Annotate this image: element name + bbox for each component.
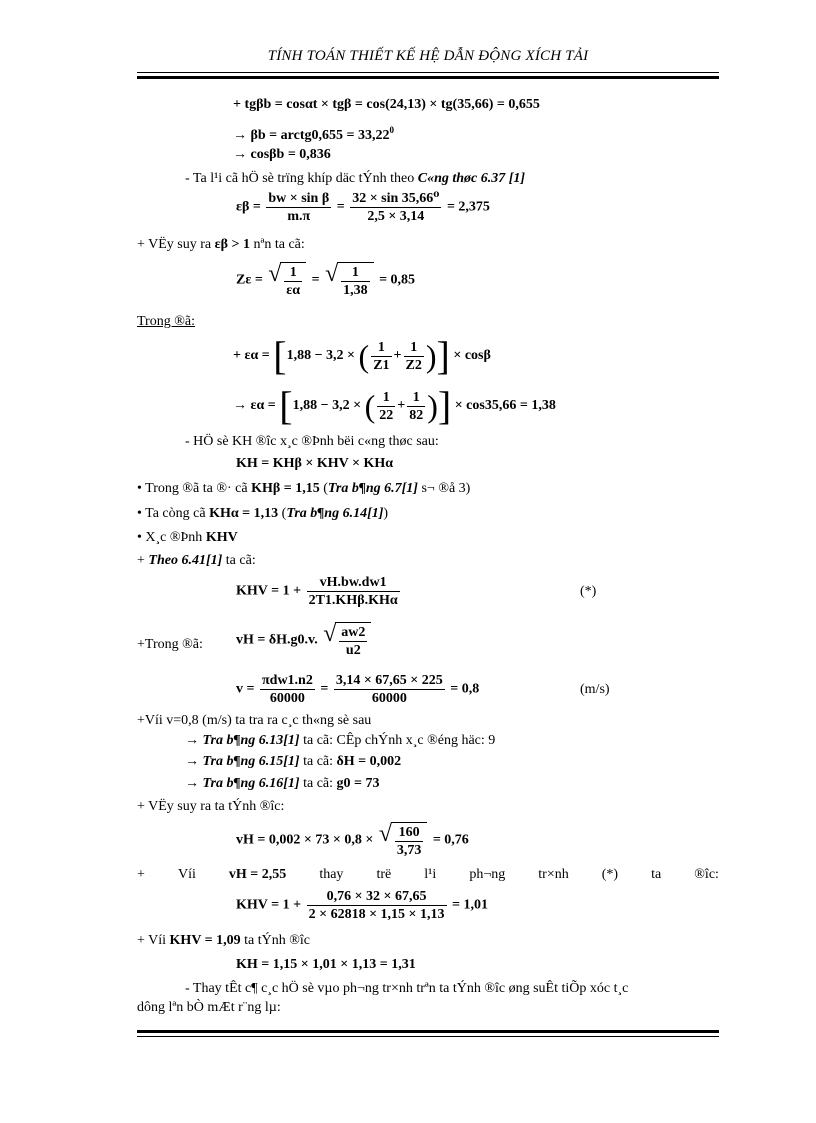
khv-num: vH.bw.dw1 bbox=[307, 574, 400, 592]
vh-num: aw2 bbox=[341, 625, 366, 640]
bullet-khbeta-tail: s¬ ®å 3) bbox=[417, 481, 471, 496]
arrow-1: → bbox=[185, 733, 199, 748]
v-den-2: 60000 bbox=[371, 691, 407, 706]
eps-alpha-1-num-a: 1 bbox=[371, 339, 391, 357]
bullet-khbeta-paren: ( bbox=[319, 481, 328, 496]
v-num-1: πdw1.n2 bbox=[261, 673, 313, 688]
khv-lhs: KHV = 1 + bbox=[236, 583, 302, 599]
eps-beta-num-1: bw × sin β bbox=[268, 191, 330, 206]
formula-kh-numeric: KH = 1,15 × 1,01 × 1,13 = 1,31 bbox=[236, 957, 416, 972]
theo-tail: ta cã: bbox=[222, 553, 256, 568]
eps-alpha-2-tail: × cos35,66 = 1,38 bbox=[454, 398, 556, 414]
with-khv-value: KHV = 1,09 bbox=[169, 933, 241, 948]
formula-beta-b-text: → βb = arctg0,655 = 33,22 bbox=[233, 128, 390, 143]
page-header-title: TÍNH TOÁN THIẾT KẾ HỆ DẪN ĐỘNG XÍCH TẢI bbox=[267, 48, 589, 64]
text-overlap-ratio bbox=[185, 170, 525, 188]
eps-beta-den-2: 2,5 × 3,14 bbox=[367, 209, 425, 224]
bullet-khbeta-value: KHβ = 1,15 bbox=[251, 481, 320, 496]
word: (*) bbox=[601, 867, 619, 882]
formula-kh: KH = KHβ × KHV × KHα bbox=[236, 456, 394, 471]
word: trë bbox=[376, 867, 392, 882]
arrow-3: → bbox=[185, 776, 199, 791]
vh-den: u2 bbox=[345, 643, 361, 658]
formula-eps-beta bbox=[236, 190, 490, 225]
degree-sup: 0 bbox=[389, 125, 394, 135]
word: tr×nh bbox=[538, 867, 569, 882]
header-rule-thick bbox=[137, 76, 719, 79]
khv2-result: = 1,01 bbox=[452, 897, 489, 913]
equation-label-star: (*) bbox=[580, 584, 597, 599]
vh2-result: = 0,76 bbox=[432, 832, 469, 848]
z-eps-num-1: 1 bbox=[284, 264, 302, 282]
eps-alpha-2-inner: 1,88 − 3,2 × bbox=[292, 398, 362, 414]
ref-table-6-15: Tra b¶ng 6.15[1] bbox=[202, 754, 300, 769]
eps-alpha-2-num-a: 1 bbox=[377, 389, 395, 407]
plus-sign: + bbox=[393, 348, 402, 364]
z-eps-sqrt-2: √ $\frac{1}{1,38}$ bbox=[325, 262, 374, 299]
eps-beta-result: = 2,375 bbox=[446, 199, 490, 215]
z-eps-den-2: 1,38 bbox=[343, 283, 368, 298]
formula-cos-beta-b: → cosβb = 0,836 bbox=[233, 147, 331, 162]
text-theo-641 bbox=[137, 552, 256, 570]
bullet-khv bbox=[137, 529, 238, 547]
formula-vh-numeric: vH = 0,002 × 73 × 0,8 × √ $\frac{160}{3,73}$ = 0,76 bbox=[236, 821, 469, 858]
bullet-khalpha bbox=[137, 505, 388, 523]
text-therefore-2: + VËy suy ra ta tÝnh ®îc: bbox=[137, 799, 285, 814]
khv2-lhs: KHV = 1 + bbox=[236, 897, 302, 913]
ref-table-6-16: Tra b¶ng 6.16[1] bbox=[202, 776, 300, 791]
vh2-den: 3,73 bbox=[396, 843, 422, 858]
ref-table-6-14: Tra b¶ng 6.14[1] bbox=[286, 506, 384, 521]
lookup-6-13 bbox=[185, 732, 495, 750]
eps-alpha-1-lhs: + εα = bbox=[233, 348, 270, 364]
z-eps-den-1: εα bbox=[286, 283, 301, 298]
text-last-line-2: dông lªn bÒ mÆt r¨ng lµ: bbox=[137, 1000, 281, 1015]
ref-table-6-13: Tra b¶ng 6.13[1] bbox=[202, 733, 300, 748]
footer-rule-thin bbox=[137, 1036, 719, 1037]
word: Víi bbox=[177, 867, 196, 882]
word: ®îc: bbox=[694, 867, 719, 882]
delta-h-value: δH = 0,002 bbox=[336, 754, 402, 769]
formula-v: v = $\frac{\text{πdw1.n2}}{60000}$ = $\frac{3,14 \times 67,65 \times 225}{60000}$ = 0,8 bbox=[236, 673, 480, 706]
formula-khv-numeric bbox=[236, 888, 488, 923]
text-therefore-1-a: + VËy suy ra bbox=[137, 237, 215, 252]
eps-alpha-1-den-b: Z2 bbox=[405, 357, 422, 373]
lookup-6-13-tail: ta cã: CÊp chÝnh x¸c ®éng häc: 9 bbox=[299, 733, 496, 748]
text-trong-do: Trong ®ã: bbox=[137, 314, 195, 329]
formula-tg-beta-b: + tgβb = cosαt × tgβ = cos(24,13) × tg(35,66) = 0,655 bbox=[233, 97, 540, 112]
equals-sign: = bbox=[336, 199, 345, 215]
bullet-khalpha-value: KHα = 1,13 bbox=[209, 506, 279, 521]
z-eps-result: = 0,85 bbox=[379, 272, 416, 288]
with-khv-a: + Víi bbox=[137, 933, 170, 948]
eps-alpha-1-num-b: 1 bbox=[404, 339, 424, 357]
word: + bbox=[137, 867, 145, 882]
bullet-khalpha-a: • Ta còng cã bbox=[137, 506, 210, 521]
vh-value: vH = 2,55 bbox=[228, 867, 287, 882]
unit-ms: (m/s) bbox=[580, 682, 610, 697]
bullet-khv-b: KHV bbox=[205, 530, 238, 545]
v-num-2: 3,14 × 67,65 × 225 bbox=[335, 673, 443, 688]
z-eps-lhs: Zε = bbox=[236, 272, 263, 288]
text-with-khv bbox=[137, 932, 310, 950]
word: thay bbox=[319, 867, 344, 882]
z-eps-num-2: 1 bbox=[341, 264, 370, 282]
text-trong-do-2: +Trong ®ã: bbox=[137, 637, 203, 652]
text-overlap-ratio-label: - Ta l¹i cã hÖ sè trïng khíp däc tÝnh theo bbox=[185, 171, 418, 186]
v-result: = 0,8 bbox=[450, 681, 480, 697]
text-with-v: +Víi v=0,8 (m/s) ta tra ra c¸c th«ng sè sau bbox=[137, 713, 372, 728]
ref-formula-6-37: C«ng thøc 6.37 [1] bbox=[417, 171, 526, 186]
khv2-den: 2 × 62818 × 1,15 × 1,13 bbox=[308, 907, 445, 922]
ref-table-6-7: Tra b¶ng 6.7[1] bbox=[327, 481, 418, 496]
v-den-1: 60000 bbox=[269, 691, 305, 706]
ref-6-41: Theo 6.41[1] bbox=[148, 553, 223, 568]
text-therefore-1-c: nªn ta cã: bbox=[249, 237, 305, 252]
text-therefore-1 bbox=[137, 236, 305, 254]
eps-alpha-1-inner: 1,88 − 3,2 × bbox=[286, 348, 356, 364]
vh2-num: 160 bbox=[395, 824, 424, 842]
formula-eps-alpha-2: → εα = [1,88 − 3,2 × ( $\frac{1}{22}$ + $\frac{1}{82}$ )] × cos35,66 = 1,38 bbox=[233, 383, 556, 428]
vh-lhs: vH = δH.g0.v. bbox=[236, 632, 318, 648]
bullet-khalpha-paren: ( bbox=[278, 506, 287, 521]
word: l¹i bbox=[424, 867, 437, 882]
header-rule-thin bbox=[137, 72, 719, 73]
khv-den: 2T1.KHβ.KHα bbox=[308, 593, 398, 608]
lookup-6-15 bbox=[185, 753, 401, 771]
text-therefore-1-b: εβ > 1 bbox=[214, 237, 250, 252]
eps-beta-num-2: 32 × sin 35,66⁰ bbox=[352, 191, 440, 206]
formula-beta-b bbox=[233, 121, 394, 145]
eps-beta-lhs: εβ = bbox=[236, 199, 261, 215]
with-khv-tail: ta tÝnh ®îc bbox=[240, 933, 311, 948]
lookup-6-16 bbox=[185, 775, 380, 793]
z-eps-sqrt-1: √ $\frac{1}{\varepsilon\alpha}$ bbox=[268, 262, 306, 299]
theo-prefix: + bbox=[137, 553, 149, 568]
word: ph¬ng bbox=[469, 867, 506, 882]
g0-value: g0 = 73 bbox=[336, 776, 380, 791]
bullet-khv-a: • X¸c ®Þnh bbox=[137, 530, 206, 545]
text-kh-definition: - HÖ sè KH ®îc x¸c ®Þnh bëi c«ng thøc sau: bbox=[185, 434, 439, 449]
bullet-khbeta bbox=[137, 480, 470, 498]
eps-beta-frac-2 bbox=[350, 190, 441, 225]
arrow-2: → bbox=[185, 754, 199, 769]
text-justified-substitute bbox=[137, 866, 719, 884]
footer-rule-thick bbox=[137, 1030, 719, 1033]
formula-vh: vH = δH.g0.v. √ $\frac{aw2}{u2}$ bbox=[236, 622, 373, 659]
khv2-num: 0,76 × 32 × 67,65 bbox=[307, 888, 447, 906]
formula-z-eps: Zε = √ $\frac{1}{\varepsilon\alpha}$ = √ $\frac{1}{1,38}$ = 0,85 bbox=[236, 261, 416, 298]
eps-alpha-2-den-a: 22 bbox=[379, 407, 394, 423]
plus-sign-2: + bbox=[397, 398, 406, 414]
bullet-khalpha-tail: ) bbox=[383, 506, 389, 521]
eps-alpha-2-lhs: → εα = bbox=[233, 398, 276, 414]
eps-alpha-1-den-a: Z1 bbox=[373, 357, 390, 373]
word: ta bbox=[651, 867, 662, 882]
text-last-line-1: - Thay tÊt c¶ c¸c hÖ sè vµo ph¬ng tr×nh trªn ta tÝnh ®îc øng suÊt tiÕp xóc t¸c bbox=[185, 981, 629, 996]
formula-eps-alpha-1: + εα = [1,88 − 3,2 × ( $\frac{1}{Z1}$ + $\frac{1}{Z2}$ )] × cosβ bbox=[233, 333, 491, 378]
formula-khv bbox=[236, 574, 402, 609]
eps-alpha-2-den-b: 82 bbox=[409, 407, 424, 423]
eps-beta-frac-1 bbox=[266, 190, 331, 225]
eps-beta-den-1: m.π bbox=[287, 209, 311, 224]
lookup-6-16-tail: ta cã: bbox=[299, 776, 337, 791]
lookup-6-15-tail: ta cã: bbox=[299, 754, 337, 769]
v-lhs: v = bbox=[236, 681, 255, 697]
vh2-lhs: vH = 0,002 × 73 × 0,8 × bbox=[236, 832, 374, 848]
bullet-khbeta-a: • Trong ®ã ta ®· cã bbox=[137, 481, 252, 496]
eps-alpha-2-num-b: 1 bbox=[407, 389, 425, 407]
eps-alpha-1-tail: × cosβ bbox=[453, 348, 491, 364]
